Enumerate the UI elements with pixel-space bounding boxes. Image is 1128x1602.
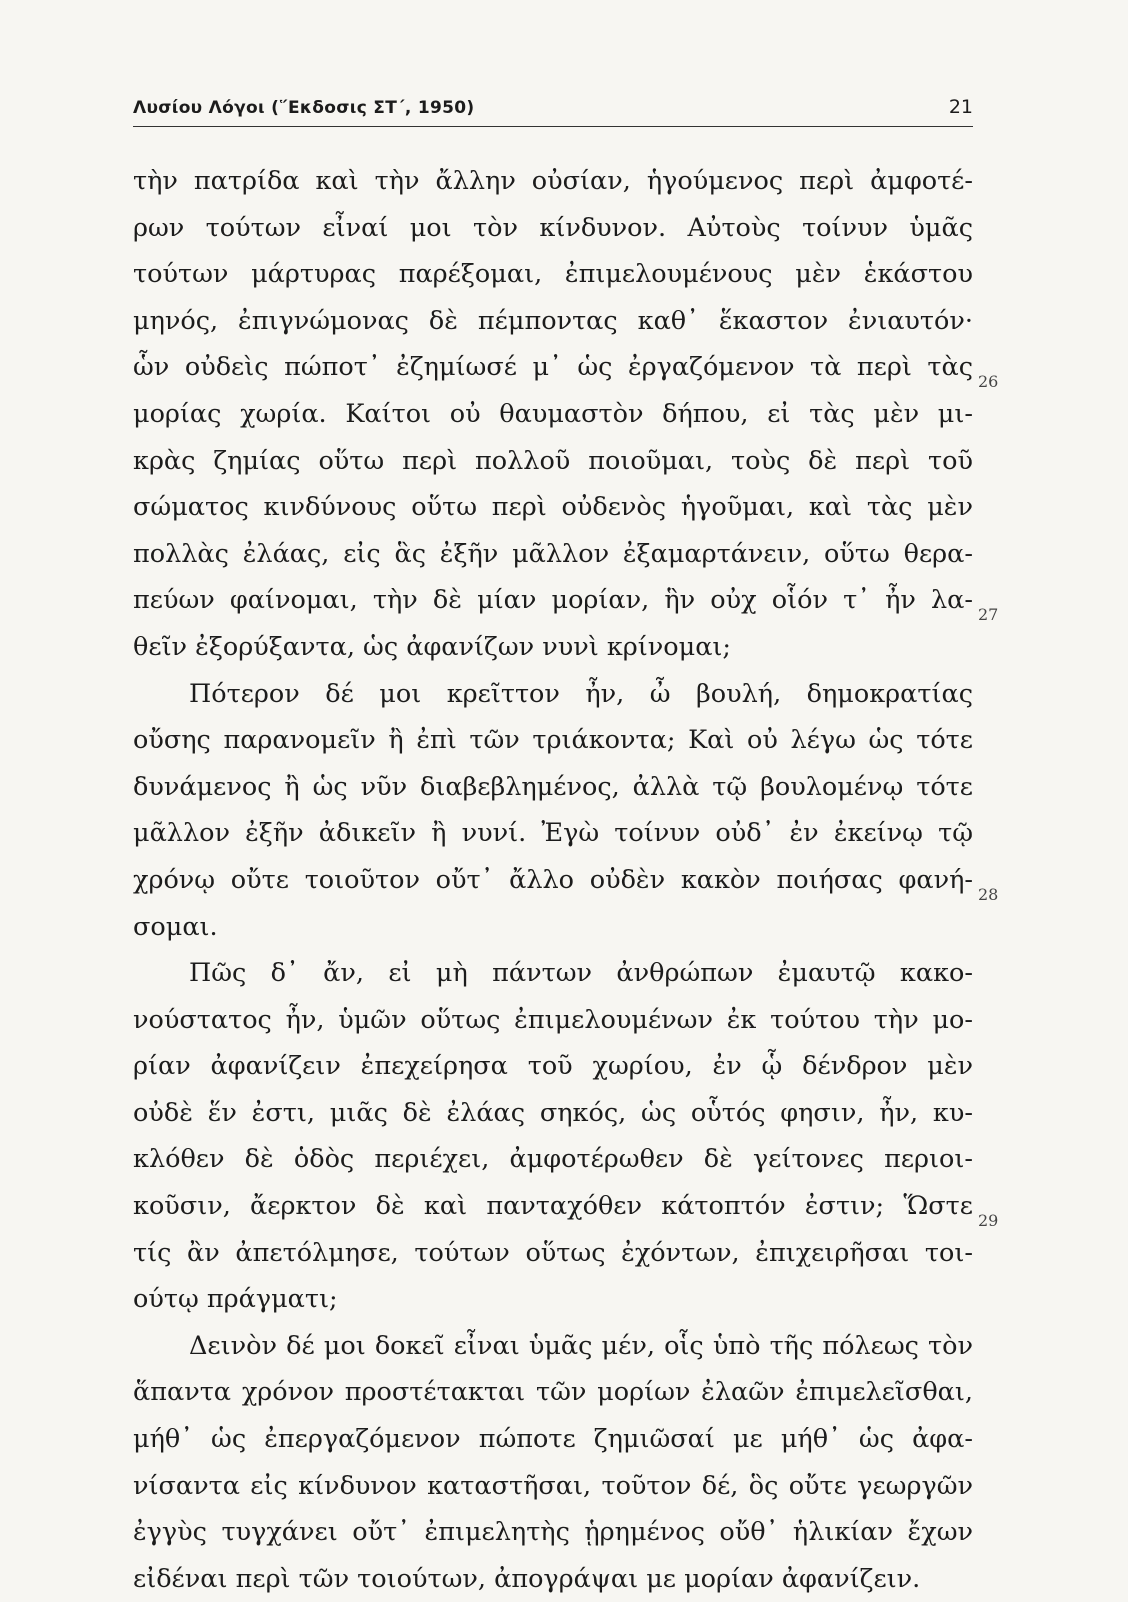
text-line: τὴν πατρίδα καὶ τὴν ἄλλην οὐσίαν, ἡγούμενος περὶ ἀμφοτέ- bbox=[133, 166, 973, 196]
text-line: οὐδὲ ἕν ἐστι, μιᾶς δὲ ἐλάας σηκός, ὡς οὗτός φησιν, ἦν, κυ- bbox=[133, 1097, 973, 1128]
text-line: τούτων μάρτυρας παρέξομαι, ἐπιμελουμένους μὲν ἑκάστου bbox=[133, 259, 973, 290]
text-line: νίσαντα εἰς κίνδυνον καταστῆσαι, τοῦτον δέ, ὃς οὔτε γεωργῶν bbox=[133, 1470, 973, 1501]
text-line: τίς ἂν ἀπετόλμησε, τούτων οὕτως ἐχόντων, ἐπιχειρῆσαι τοι- bbox=[133, 1237, 973, 1268]
text-line: μήθ᾿ ὡς ἐπεργαζόμενον πώποτε ζημιῶσαί με μήθ᾿ ὡς ἀφα- bbox=[133, 1424, 973, 1455]
text-line-paragraph-start: Πῶς δ᾿ ἄν, εἰ μὴ πάντων ἀνθρώπων ἐμαυτῷ κακο- bbox=[189, 958, 973, 989]
section-number: 29 bbox=[978, 1211, 999, 1230]
text-line-paragraph-start: Δεινὸν δέ μοι δοκεῖ εἶναι ὑμᾶς μέν, οἷς ὑπὸ τῆς πόλεως τὸν bbox=[189, 1330, 973, 1361]
text-line: οὔσης παρανομεῖν ἢ ἐπὶ τῶν τριάκοντα; Καὶ οὐ λέγω ὡς τότε bbox=[133, 725, 973, 756]
text-line-paragraph-start: Πότερον δέ μοι κρεῖττον ἦν, ὦ βουλή, δημοκρατίας bbox=[189, 678, 973, 709]
text-line: δυνάμενος ἢ ὡς νῦν διαβεβλημένος, ἀλλὰ τῷ βουλομένῳ τότε bbox=[133, 771, 973, 802]
text-line: ἐγγὺς τυγχάνει οὔτ᾿ ἐπιμελητὴς ᾑρημένος οὔθ᾿ ἡλικίαν ἔχων bbox=[133, 1517, 973, 1548]
text-line: πολλὰς ἐλάας, εἰς ἃς ἐξῆν μᾶλλον ἐξαμαρτάνειν, οὕτω θερα- bbox=[133, 538, 973, 569]
text-line: κοῦσιν, ἄερκτον δὲ καὶ πανταχόθεν κάτοπτόν ἐστιν; Ὥστε bbox=[133, 1191, 973, 1222]
running-head-title: Λυσίου Λόγοι (῞Εκδοσις ΣΤ΄, 1950) bbox=[133, 98, 475, 118]
text-line: ὧν οὐδεὶς πώποτ᾿ ἐζημίωσέ μ᾿ ὡς ἐργαζόμενον τὰ περὶ τὰς bbox=[133, 352, 973, 383]
section-number: 28 bbox=[978, 885, 999, 904]
text-line: κλόθεν δὲ ὁδὸς περιέχει, ἀμφοτέρωθεν δὲ γείτονες περιοι- bbox=[133, 1144, 973, 1175]
text-line: χρόνῳ οὔτε τοιοῦτον οὔτ᾿ ἄλλο οὐδὲν κακὸν ποιήσας φανή- bbox=[133, 864, 973, 895]
text-line: ἅπαντα χρόνον προστέτακται τῶν μορίων ἐλαῶν ἐπιμελεῖσθαι, bbox=[133, 1377, 973, 1408]
text-line: νούστατος ἦν, ὑμῶν οὕτως ἐπιμελουμένων ἐκ τούτου τὴν μο- bbox=[133, 1004, 973, 1035]
section-number: 27 bbox=[978, 605, 999, 624]
text-line: ρων τούτων εἶναί μοι τὸν κίνδυνον. Αὐτοὺς τοίνυν ὑμᾶς bbox=[133, 212, 973, 243]
page-number: 21 bbox=[948, 96, 973, 118]
running-head bbox=[133, 92, 973, 127]
text-line: πεύων φαίνομαι, τὴν δὲ μίαν μορίαν, ἣν οὐχ οἷόν τ᾿ ἦν λα- bbox=[133, 585, 973, 616]
text-line: θεῖν ἐξορύξαντα, ὡς ἀφανίζων νυνὶ κρίνομαι; bbox=[133, 631, 732, 662]
text-line: ούτῳ πράγματι; bbox=[133, 1284, 338, 1315]
text-line: μορίας χωρία. Καίτοι οὐ θαυμαστὸν δήπου, εἰ τὰς μὲν μι- bbox=[133, 398, 973, 429]
body-text bbox=[133, 158, 973, 1602]
text-line: μᾶλλον ἐξῆν ἀδικεῖν ἢ νυνί. Ἐγὼ τοίνυν οὐδ᾿ ἐν ἐκείνῳ τῷ bbox=[133, 818, 973, 849]
text-line: ρίαν ἀφανίζειν ἐπεχείρησα τοῦ χωρίου, ἐν ᾧ δένδρον μὲν bbox=[133, 1051, 973, 1082]
text-line: σομαι. bbox=[133, 911, 218, 942]
text-line: μηνός, ἐπιγνώμονας δὲ πέμποντας καθ᾿ ἕκαστον ἐνιαυτόν· bbox=[133, 305, 973, 336]
text-line: σώματος κινδύνους οὕτω περὶ οὐδενὸς ἡγοῦμαι, καὶ τὰς μὲν bbox=[133, 492, 973, 523]
text-line: εἰδέναι περὶ τῶν τοιούτων, ἀπογράψαι με μορίαν ἀφανίζειν. bbox=[133, 1563, 921, 1594]
text-line: κρὰς ζημίας οὕτω περὶ πολλοῦ ποιοῦμαι, τοὺς δὲ περὶ τοῦ bbox=[133, 445, 973, 476]
section-number: 26 bbox=[978, 372, 999, 391]
